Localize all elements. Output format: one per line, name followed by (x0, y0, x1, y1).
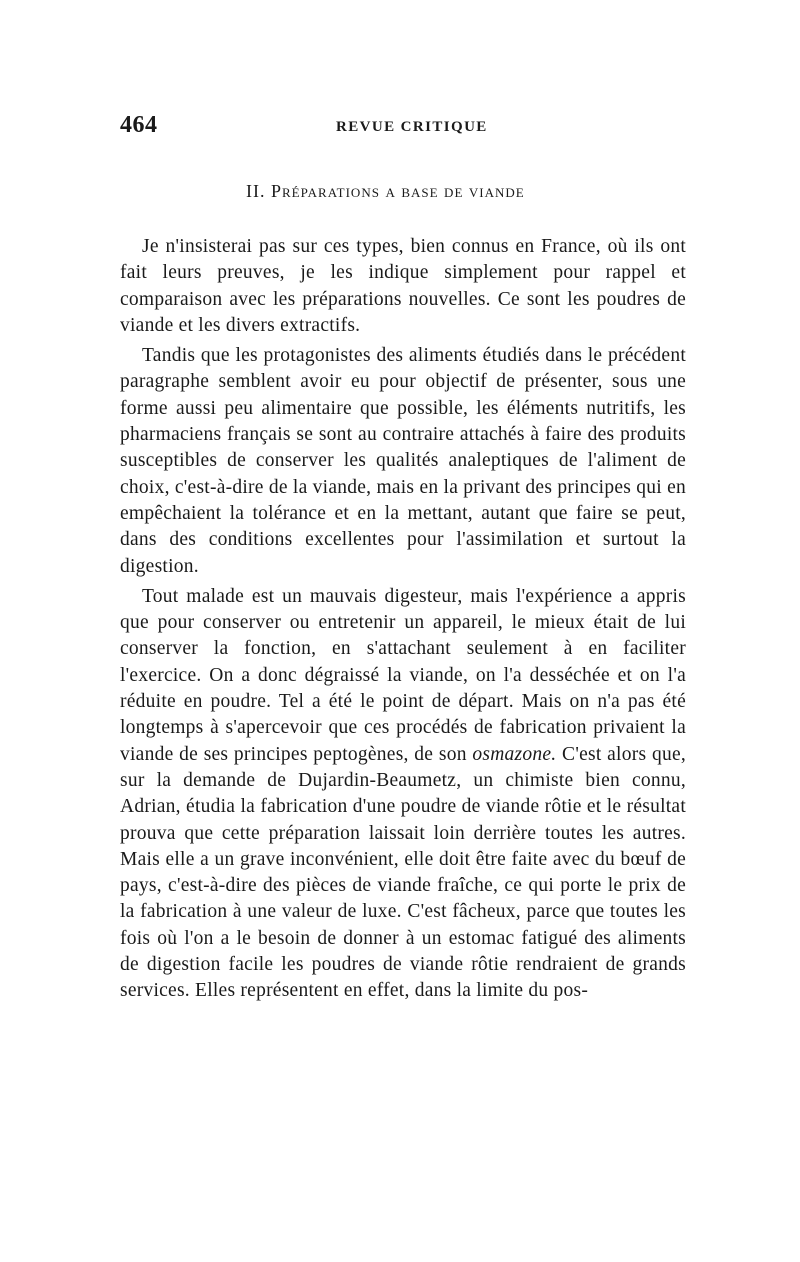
section-title-text: Préparations a base de viande (271, 181, 525, 201)
body-text (120, 234, 686, 1005)
page-number: 464 (120, 112, 158, 138)
paragraph-3-part-2: C'est alors que, sur la demande de Dujardin-Beaumetz, un chimiste bien connu, Adrian, étudia la fabrication d'une poudre de viande rôtie et le résultat prouva que cette préparation laissait loin derrière toutes les autres. Mais elle a un grave inconvénient, elle doit être faite avec du bœuf de pays, c'est-à-dire des pièces de viande fraîche, ce qui porte le prix de la fabrication à une valeur de luxe. C'est fâcheux, parce que toutes les fois où l'on a le besoin de donner à un estomac fatigué des aliments de digestion facile les poudres de viande rôtie rendraient de grands services. Elles représentent en effet, dans la limite du pos- (120, 743, 686, 1002)
paragraph-2: Tandis que les protagonistes des aliments étudiés dans le précédent paragraphe semblent avoir eu pour objectif de présenter, sous une forme aussi peu alimentaire que possible, les éléments nutritifs, les pharmaciens français se sont au contraire attachés à faire des produits susceptibles de conserver les qualités analeptiques de l'aliment de choix, c'est-à-dire de la viande, mais en la privant des principes qui en empêchaient la tolérance et en la mettant, autant que faire se peut, dans des conditions excellentes pour l'assimilation et surtout la digestion. (120, 345, 686, 577)
section-heading (246, 181, 525, 202)
running-head (120, 112, 690, 142)
osmazone-term: osmazone. (472, 743, 557, 765)
paragraph-3-part-1: Tout malade est un mauvais digesteur, mais l'expérience a appris que pour conserver ou entretenir un appareil, le mieux était de lui conserver la fonction, en s'attachant seulement à en faciliter l'exercice. On a donc dégraissé la viande, on l'a desséchée et on l'a réduite en poudre. Tel a été le point de départ. Mais on n'a pas été longtemps à s'apercevoir que ces procédés de fabrication privaient la viande de ses principes peptogènes, de son (120, 585, 686, 765)
journal-title: REVUE CRITIQUE (336, 119, 488, 135)
paragraph-1: Je n'insisterai pas sur ces types, bien connus en France, où ils ont fait leurs preuves, je les indique simplement pour rappel et comparaison avec les préparations nouvelles. Ce sont les poudres de viande et les divers extractifs. (120, 236, 686, 336)
paragraph-3 (120, 584, 686, 1005)
section-numeral: II. (246, 181, 266, 201)
